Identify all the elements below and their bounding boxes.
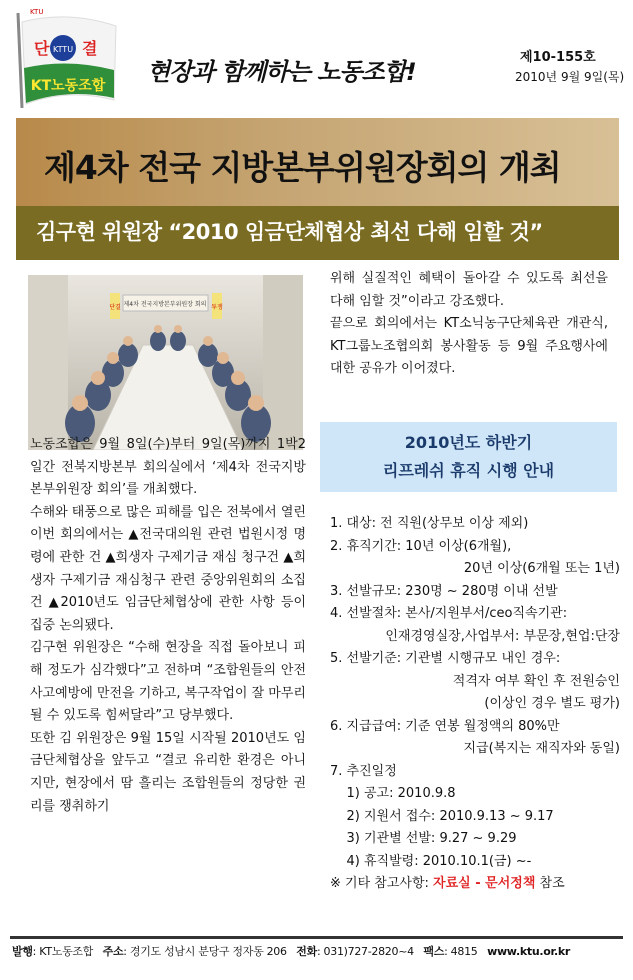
notice-item: 1. 대상: 전 직원(상무보 이상 제외) <box>330 516 529 531</box>
footer-publisher: : KT노동조합 <box>32 945 94 958</box>
notice-note-suffix: 참조 <box>535 876 565 891</box>
article-right-column <box>330 268 608 381</box>
article-paragraph: 끝으로 회의에서는 KT소닉농구단체육관 개관식, KT그룹노조협의회 봉사활동 등 9월 주요행사에 대한 공유가 이어졌다. <box>330 316 608 377</box>
union-flag-logo <box>8 8 120 108</box>
notice-note <box>330 873 620 896</box>
flag-text-right: 결 <box>82 39 98 58</box>
article-paragraph: 노동조합은 9월 8일(수)부터 9일(목)까지 1박2일간 전북지방본부 회의실에서 ‘제4차 전국지방본부위원장 회의’를 개최했다. <box>30 437 306 498</box>
footer-address-label: 주소 <box>102 945 124 958</box>
logo-small-text: KTU <box>30 8 44 16</box>
slogan: 현장과 함께하는 노동조합! <box>147 58 416 86</box>
footer-address: : 경기도 성남시 분당구 정자동 206 <box>123 945 287 958</box>
notice-item: 3. 선발규모: 230명 ~ 280명 이내 선발 <box>330 583 558 599</box>
notice-list <box>330 513 620 896</box>
notice-item: 5. 선발기준: 기관별 시행규모 내인 경우: <box>330 651 561 666</box>
footer-phone-label: 전화 <box>296 945 317 958</box>
notice-item: 4) 휴직발령: 2010.10.1(금) ~- <box>330 853 532 869</box>
footer-website-link[interactable]: www.ktu.or.kr <box>487 945 571 958</box>
flag-bottom-text: KT노동조합 <box>30 78 106 94</box>
flag-badge-text: KTTU <box>52 45 74 54</box>
notice-item: 20년 이상(6개월 또는 1년) <box>463 561 620 576</box>
page-title: 제4차 전국 지방본부위원장회의 개최 <box>44 148 561 187</box>
page-subtitle: 김구현 위원장 “2010 임금단체협상 최선 다해 임할 것” <box>36 220 543 244</box>
flag-text-left: 단 <box>34 39 50 58</box>
notice-item: 2. 휴직기간: 10년 이상(6개월), <box>330 538 512 554</box>
notice-item: 3) 기관별 선발: 9.27 ~ 9.29 <box>330 831 517 846</box>
notice-item: 지급(복지는 재직자와 동일) <box>463 741 620 756</box>
notice-item: 6. 지급급여: 기준 연봉 월정액의 80%만 <box>330 718 560 734</box>
notice-title-line1: 2010년도 하반기 <box>404 433 533 452</box>
notice-item: 7. 추진일정 <box>330 763 397 779</box>
notice-item: 인재경영실장,사업부서: 부문장,현업:단장 <box>385 628 620 644</box>
photo-left-sign: 단결 <box>109 304 121 311</box>
issue-number: 제10-155호 <box>520 50 596 65</box>
issue-date: 2010년 9월 9일(목) <box>515 70 625 84</box>
footer-phone: : 031)727-2820~4 <box>316 945 414 958</box>
footer-fax: : 4815 <box>444 945 478 958</box>
photo-banner-text: 제4차 전국지방본부위원장 회의 <box>123 301 207 308</box>
notice-item: 1) 공고: 2010.9.8 <box>330 786 456 801</box>
notice-note-link[interactable]: 자료실 - 문서정책 <box>433 876 536 891</box>
article-paragraph: 또한 김 위원장은 9월 15일 시작될 2010년도 임금단체협상을 앞두고 “결코 유리한 환경은 아니지만, 현장에서 땀 흘리는 조합원들의 정당한 권리를 쟁취하기 <box>30 730 306 814</box>
article-left-column <box>30 434 306 818</box>
footer-publisher-label: 발행 <box>12 945 33 958</box>
notice-title-line2: 리프레쉬 휴직 시행 안내 <box>382 461 555 480</box>
notice-item: 적격자 여부 확인 후 전원승인 <box>452 673 620 689</box>
article-paragraph: 수해와 태풍으로 많은 피해를 입은 전북에서 열린 이번 회의에서는 ▲전국대의원 관련 법원시정 명령에 관한 건 ▲희생자 구제기금 재심 청구건 ▲희생자 구제기금 재심청구 관련 중앙위원회의 소집 건 ▲2010년도 임금단체협상에 관한 사항 등이 집중 논의됐다. <box>30 504 306 633</box>
footer <box>12 943 624 959</box>
article-paragraph: 위해 실질적인 혜택이 돌아갈 수 있도록 최선을 다해 임할 것”이라고 강조했다. <box>330 271 608 309</box>
footer-divider <box>10 936 623 939</box>
notice-item: 4. 선발절차: 본사/지원부서/ceo직속기관: <box>330 606 568 621</box>
notice-item: (이상인 경우 별도 평가) <box>484 696 620 711</box>
footer-fax-label: 팩스 <box>423 945 445 958</box>
article-paragraph: 김구현 위원장은 “수해 현장을 직접 돌아보니 피해 정도가 심각했다”고 전하며 “조합원들의 안전사고예방에 만전을 기하고, 복구작업이 잘 마무리될 수 있도록 힘써달라”고 당부했다. <box>30 640 306 724</box>
notice-item: 2) 지원서 접수: 2010.9.13 ~ 9.17 <box>330 808 554 824</box>
photo-right-sign: 투쟁 <box>211 304 223 311</box>
meeting-photo <box>28 275 303 450</box>
notice-note-prefix: ※ 기타 참고사항: <box>330 876 434 891</box>
notice-title-box <box>320 422 617 492</box>
